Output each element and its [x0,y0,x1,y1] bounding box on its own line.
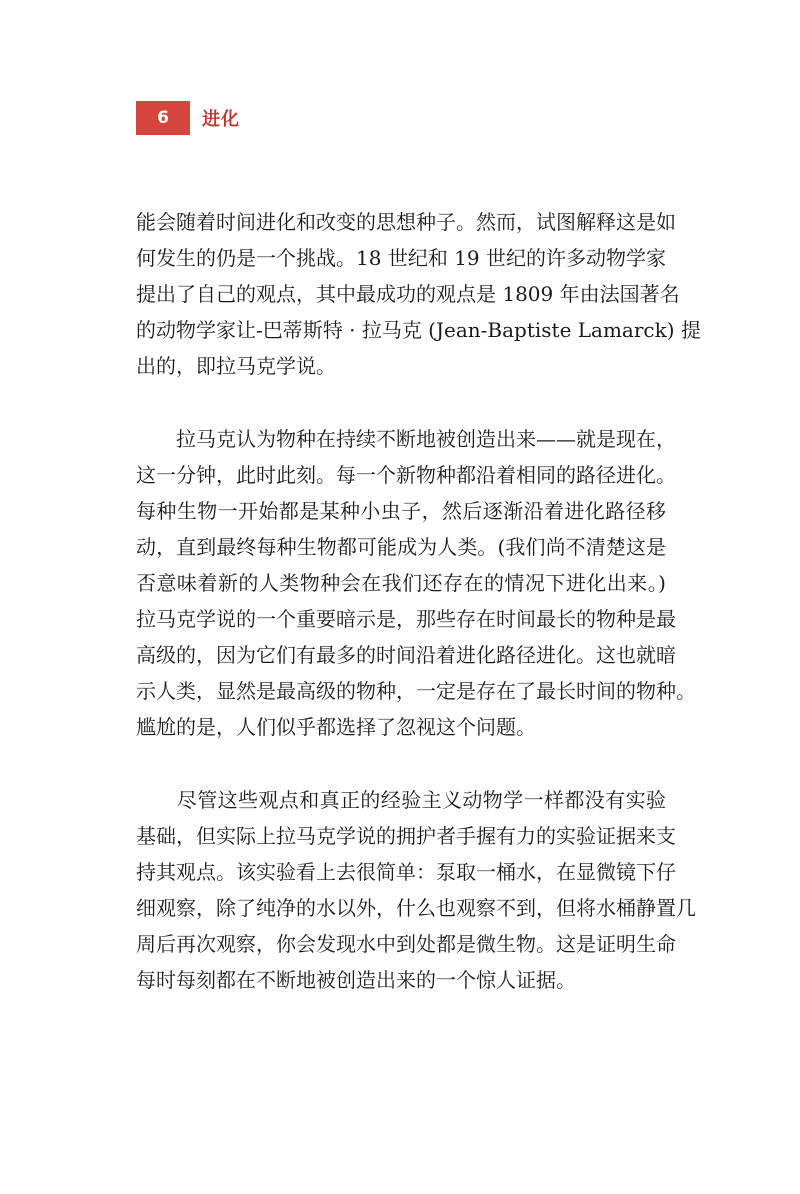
text-line: 基础，但实际上拉马克学说的拥护者手握有力的实验证据来支 [136,824,676,848]
text-line: 每种生物一开始都是某种小虫子，然后逐渐沿着进化路径移 [136,499,666,523]
text-line: 示人类，显然是最高级的物种，一定是存在了最长时间的物种。 [136,679,696,703]
text-line: 尴尬的是，人们似乎都选择了忽视这个问题。 [136,715,536,739]
text-line: 拉马克认为物种在持续不断地被创造出来——就是现在， [136,427,676,451]
paragraph-spacer [136,745,666,782]
text-line: 高级的，因为它们有最多的时间沿着进化路径进化。这也就暗 [136,643,676,667]
text-line: 出的，即拉马克学说。 [136,354,336,378]
text-line: 拉马克学说的一个重要暗示是，那些存在时间最长的物种是最 [136,607,676,631]
text-line: 每时每刻都在不断地被创造出来的一个惊人证据。 [136,968,576,992]
text-line: 尽管这些观点和真正的经验主义动物学一样都没有实验 [136,788,666,812]
text-line: 这一分钟，此时此刻。每一个新物种都沿着相同的路径进化。 [136,463,676,487]
text-line: 周后再次观察，你会发现水中到处都是微生物。这是证明生命 [136,932,676,956]
page-number: 6 [136,101,190,135]
body-text [136,204,701,998]
running-head [136,101,240,135]
text-line: 提出了自己的观点，其中最成功的观点是 1809 年由法国著名 [136,282,680,306]
text-line: 否意味着新的人类物种会在我们还存在的情况下进化出来。) [136,571,666,595]
text-line: 的动物学家让-巴蒂斯特 · 拉马克 (Jean-Baptiste Lamarck) 提 [136,318,701,342]
text-line: 动，直到最终每种生物都可能成为人类。(我们尚不清楚这是 [136,535,666,559]
text-line: 持其观点。该实验看上去很简单：泵取一桶水，在显微镜下仔 [136,860,676,884]
text-line: 细观察，除了纯净的水以外，什么也观察不到，但将水桶静置几 [136,896,696,920]
paragraph-3 [136,782,696,998]
paragraph-1 [136,204,701,384]
text-line: 何发生的仍是一个挑战。18 世纪和 19 世纪的许多动物学家 [136,246,666,270]
chapter-title: 进化 [202,109,240,130]
text-line: 能会随着时间进化和改变的思想种子。然而，试图解释这是如 [136,210,676,234]
paragraph-2 [136,421,696,745]
paragraph-spacer [136,384,666,421]
